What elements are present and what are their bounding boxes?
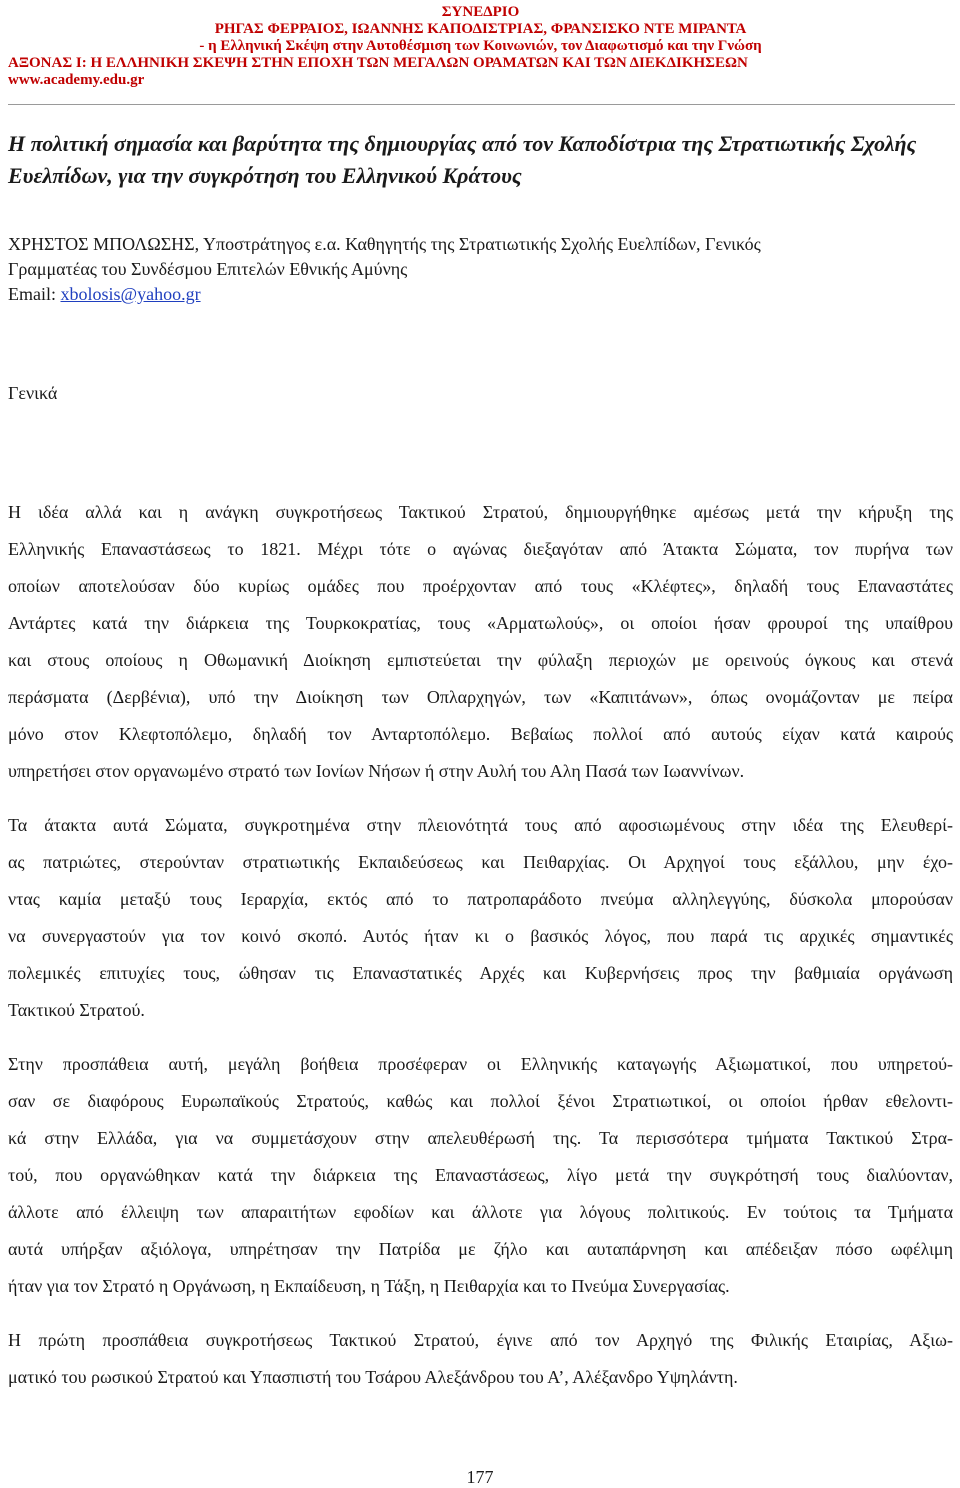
author-affiliation-line: Γραμματέας του Συνδέσμου Επιτελών Εθνικής Αμύνης <box>8 259 408 279</box>
text-line: μόνο στον Κλεφτοπόλεμο, δηλαδή τον Ανταρτοπόλεμο. Βεβαίως πολλοί από αυτούς είχαν κατά καιρούς <box>8 724 953 744</box>
text-line: σαν σε διαφόρους Ευρωπαϊκούς Στρατούς, καθώς και πολλοί ξένοι Στρατιωτικοί, οι οποίοι ήρθαν εθελοντι- <box>8 1091 953 1111</box>
text-line: ήταν για τον Στρατό η Οργάνωση, η Εκπαίδευση, η Τάξη, η Πειθαρχία και το Πνεύμα Συνεργασίας. <box>8 1276 730 1296</box>
paragraph-1 <box>8 494 953 790</box>
text-line: Τα άτακτα αυτά Σώματα, συγκροτημένα στην πλειονότητά τους από αφοσιωμένους στην ιδέα της Ελευθερί- <box>8 815 953 835</box>
header-axis: ΑΞΟΝΑΣ Ι: Η ΕΛΛΗΝΙΚΗ ΣΚΕΨΗ ΣΤΗΝ ΕΠΟΧΗ ΤΩΝ ΜΕΓΑΛΩΝ ΟΡΑΜΑΤΩΝ ΚΑΙ ΤΩΝ ΔΙΕΚΔΙΚΗΣΕΩΝ <box>8 55 748 71</box>
text-line: υπηρετήσει στον οργανωμένο στρατό των Ιονίων Νήσων ή στην Αυλή του Αλη Πασά των Ιωαννίνων. <box>8 761 745 781</box>
text-line: Τακτικού Στρατού. <box>8 1000 145 1020</box>
text-line: Αντάρτες κατά την διάρκεια της Τουρκοκρατίας, τους «Αρματωλούς», οι οποίοι ήσαν φρουροί της υπαίθρου <box>8 613 953 633</box>
text-line: άλλοτε από έλλειψη των απαραιτήτων εφοδίων και άλλοτε για λόγους πολιτικούς. Εν τούτοις τα Τμήματα <box>8 1202 953 1222</box>
email-link[interactable]: xbolosis@yahoo.gr <box>60 284 201 304</box>
paper-title: Η πολιτική σημασία και βαρύτητα της δημιουργίας από τον Καποδίστρια της Στρατιωτικής Σχολής Ευελπίδων, για την συγκρότηση του Ελληνικού Κράτους <box>8 131 917 188</box>
text-line: και στους οποίους η Οθωμανική Διοίκηση εμπιστεύεται την φύλαξη περιοχών με ορεινούς όγκους και στενά <box>8 650 953 670</box>
text-line: Ελληνικής Επαναστάσεως το 1821. Μέχρι τότε ο αγώνας διεξαγόταν από Άτακτα Σώματα, τον πυρήνα των <box>8 539 953 559</box>
text-line: περάσματα (Δερβένια), υπό την Διοίκηση των Οπλαρχηγών, των «Καπιτάνων», όπως ονομάζονταν με πείρα <box>8 687 953 707</box>
author-block <box>8 232 953 307</box>
text-line: κά στην Ελλάδα, για να συμμετάσχουν στην απελευθέρωσή της. Τα περισσότερα τμήματα Τακτικού Στρα- <box>8 1128 953 1148</box>
text-line: Στην προσπάθεια αυτή, μεγάλη βοήθεια προσέφεραν οι Ελληνικής καταγωγής Αξιωματικοί, που υπηρετού- <box>8 1054 953 1074</box>
paragraph-3 <box>8 1046 953 1305</box>
text-line: αυτά υπήρξαν αξιόλογα, υπηρέτησαν την Πατρίδα με ζήλο και αυταπάρνηση και απέδειξαν πόσο ωφέλιμη <box>8 1239 953 1259</box>
author-name-line: ΧΡΗΣΤΟΣ ΜΠΟΛΩΣΗΣ, Υποστράτηγος ε.α. Καθηγητής της Στρατιωτικής Σχολής Ευελπίδων, Γενικός <box>8 234 761 254</box>
paragraph-2 <box>8 807 953 1029</box>
header-conference-label: ΣΥΝΕΔΡΙΟ <box>441 4 520 20</box>
text-line: ας πατριώτες, στερούνταν στρατιωτικής Εκπαιδεύσεως και Πειθαρχίας. Οι Αρχηγοί τους εξάλλου, μην έχο- <box>8 852 953 872</box>
section-heading: Γενικά <box>8 383 58 403</box>
page-number: 177 <box>466 1467 494 1487</box>
text-line: ντας καμία μεταξύ τους Ιεραρχία, εκτός από το πατροπαράδοτο πνεύμα αλληλεγγύης, δύσκολα μπορούσαν <box>8 889 953 909</box>
text-line: οποίων αποτελούσαν δύο κυρίως ομάδες που προέρχονταν από τους «Κλέφτες», δηλαδή τους Επαναστάτες <box>8 576 953 596</box>
header-conference-subtitle: - η Ελληνική Σκέψη στην Αυτοθέσμιση των Κοινωνιών, τον Διαφωτισμό και την Γνώση <box>199 38 762 54</box>
header-website[interactable]: www.academy.edu.gr <box>8 72 145 88</box>
text-line: πολεμικές επιτυχίες τους, ώθησαν τις Επαναστατικές Αρχές και Κυβερνήσεις προς την βαθμιαία οργάνωση <box>8 963 953 983</box>
author-email-line <box>8 282 953 307</box>
header-divider <box>8 104 955 105</box>
text-line: ματικό του ρωσικού Στρατού και Υπασπιστή του Τσάρου Αλεξάνδρου του Α’, Αλέξανδρο Υψηλάντη. <box>8 1367 738 1387</box>
text-line: τού, που οργανώθηκαν κατά την διάρκεια της Επαναστάσεως, λίγο μετά την συγκρότησή τους διαλύονταν, <box>8 1165 953 1185</box>
body-text <box>8 494 953 1413</box>
email-label: Email: <box>8 284 61 304</box>
paragraph-4 <box>8 1322 953 1396</box>
conference-header <box>8 4 953 89</box>
header-conference-title: ΡΗΓΑΣ ΦΕΡΡΑΙΟΣ, ΙΩΑΝΝΗΣ ΚΑΠΟΔΙΣΤΡΙΑΣ, ΦΡΑΝΣΙΣΚΟ ΝΤΕ ΜΙΡΑΝΤΑ <box>214 21 747 37</box>
text-line: Η πρώτη προσπάθεια συγκροτήσεως Τακτικού Στρατού, έγινε από τον Αρχηγό της Φιλικής Εταιρίας, Αξιω- <box>8 1330 953 1350</box>
text-line: Η ιδέα αλλά και η ανάγκη συγκροτήσεως Τακτικού Στρατού, δημιουργήθηκε αμέσως μετά την κήρυξη της <box>8 502 953 522</box>
text-line: να συνεργαστούν για τον κοινό σκοπό. Αυτός ήταν κι ο βασικός λόγος, που παρά τις αρχικές σημαντικές <box>8 926 953 946</box>
